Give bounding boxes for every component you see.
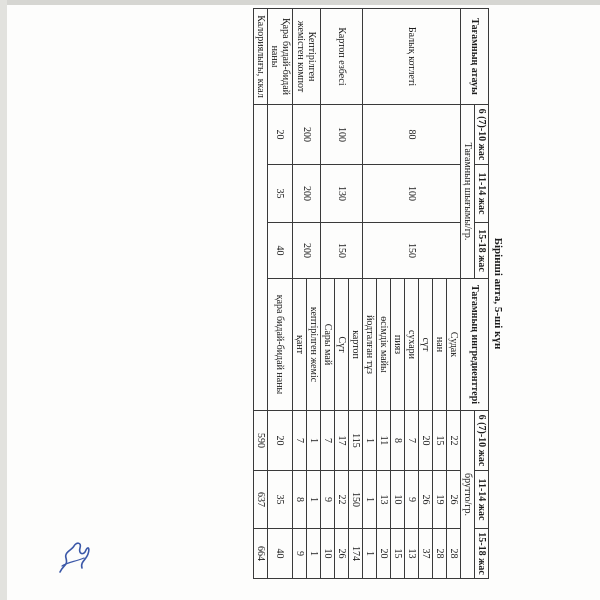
gross-value: 20 bbox=[268, 411, 293, 471]
dish-name: Қара бидай-бидай наны bbox=[268, 9, 293, 105]
dish-name-header: Тағамның атауы bbox=[461, 9, 489, 105]
calories-spacer bbox=[254, 105, 268, 411]
gross-value: 8 bbox=[293, 471, 307, 529]
gross-value: 20 bbox=[377, 529, 391, 579]
gross-value: 8 bbox=[391, 411, 405, 471]
ingredient-name: йодталған тұз bbox=[363, 279, 377, 411]
gross-value: 1 bbox=[307, 529, 321, 579]
gross-value: 115 bbox=[349, 411, 363, 471]
age-header-5: 11-14 жас bbox=[475, 471, 489, 529]
gross-value: 7 bbox=[405, 411, 419, 471]
ingredient-name: Сары май bbox=[321, 279, 335, 411]
ingredient-name: өсімдік майы bbox=[377, 279, 391, 411]
portion-value: 40 bbox=[268, 223, 293, 279]
calories-value: 664 bbox=[254, 529, 268, 579]
ingredient-name: кептірілген жеміс bbox=[307, 279, 321, 411]
ingredients-header: Тағамның ингредиенттері bbox=[461, 279, 489, 411]
portion-value: 80 bbox=[363, 105, 461, 165]
ingredient-name: сүт bbox=[419, 279, 433, 411]
portion-value: 200 bbox=[293, 223, 321, 279]
gross-header: брутто/гр. bbox=[461, 411, 475, 579]
age-header-1: 6 (7)-10 жас bbox=[475, 105, 489, 165]
dish-name: Балық котлеті bbox=[363, 9, 461, 105]
gross-value: 10 bbox=[391, 471, 405, 529]
portion-value: 20 bbox=[268, 105, 293, 165]
gross-value: 9 bbox=[405, 471, 419, 529]
gross-value: 7 bbox=[321, 411, 335, 471]
portion-value: 35 bbox=[268, 165, 293, 223]
age-header-4: 6 (7)-10 жас bbox=[475, 411, 489, 471]
table-row bbox=[307, 9, 321, 579]
gross-value: 9 bbox=[321, 471, 335, 529]
gross-value: 26 bbox=[419, 471, 433, 529]
ingredient-name: пияз bbox=[391, 279, 405, 411]
ingredient-name: Судак bbox=[447, 279, 461, 411]
table-row bbox=[447, 9, 461, 579]
dish-name: Кептірілген жемістен компот bbox=[293, 9, 321, 105]
dish-name: Картоп езбесі bbox=[321, 9, 363, 105]
portion-value: 200 bbox=[293, 105, 321, 165]
portion-value: 130 bbox=[321, 165, 363, 223]
age-header-3: 15-18 жас bbox=[475, 223, 489, 279]
ingredient-name: қара бидай-бидай наны bbox=[268, 279, 293, 411]
gross-value: 13 bbox=[377, 471, 391, 529]
gross-value: 28 bbox=[447, 529, 461, 579]
ingredient-name: сухари bbox=[405, 279, 419, 411]
portion-value: 200 bbox=[293, 165, 321, 223]
gross-value: 15 bbox=[391, 529, 405, 579]
portion-value: 100 bbox=[363, 165, 461, 223]
gross-value: 10 bbox=[321, 529, 335, 579]
gross-value: 37 bbox=[419, 529, 433, 579]
gross-value: 1 bbox=[307, 471, 321, 529]
portion-value: 150 bbox=[321, 223, 363, 279]
gross-value: 19 bbox=[433, 471, 447, 529]
gross-value: 40 bbox=[268, 529, 293, 579]
gross-value: 7 bbox=[293, 411, 307, 471]
calories-label: Калориялығы, ккал bbox=[254, 9, 268, 105]
calories-value: 590 bbox=[254, 411, 268, 471]
gross-value: 35 bbox=[268, 471, 293, 529]
portion-value: 150 bbox=[363, 223, 461, 279]
gross-value: 17 bbox=[335, 411, 349, 471]
menu-table bbox=[253, 8, 505, 579]
portion-header: Тағамның шығымы/гр. bbox=[461, 105, 475, 279]
gross-value: 11 bbox=[377, 411, 391, 471]
gross-value: 20 bbox=[419, 411, 433, 471]
gross-value: 15 bbox=[433, 411, 447, 471]
ingredient-name: картоп bbox=[349, 279, 363, 411]
ingredient-name: Сүт bbox=[335, 279, 349, 411]
ingredient-name: нан bbox=[433, 279, 447, 411]
gross-value: 26 bbox=[335, 529, 349, 579]
table-row bbox=[268, 9, 293, 579]
calories-row bbox=[254, 9, 268, 579]
age-header-2: 11-14 жас bbox=[475, 165, 489, 223]
gross-value: 1 bbox=[363, 471, 377, 529]
gross-value: 174 bbox=[349, 529, 363, 579]
portion-value: 100 bbox=[321, 105, 363, 165]
gross-value: 13 bbox=[405, 529, 419, 579]
title-row bbox=[489, 9, 506, 579]
gross-value: 150 bbox=[349, 471, 363, 529]
signature-mark bbox=[54, 536, 94, 578]
gross-value: 1 bbox=[363, 529, 377, 579]
age-header-6: 15-18 жас bbox=[475, 529, 489, 579]
gross-value: 1 bbox=[363, 411, 377, 471]
table-row bbox=[349, 9, 363, 579]
gross-value: 28 bbox=[433, 529, 447, 579]
gross-value: 9 bbox=[293, 529, 307, 579]
gross-value: 22 bbox=[335, 471, 349, 529]
header-row-1 bbox=[475, 9, 489, 579]
menu-title: Бірінші апта, 5-ші күн bbox=[492, 237, 505, 350]
gross-value: 26 bbox=[447, 471, 461, 529]
gross-value: 1 bbox=[307, 411, 321, 471]
calories-value: 637 bbox=[254, 471, 268, 529]
ingredient-name: қант bbox=[293, 279, 307, 411]
gross-value: 22 bbox=[447, 411, 461, 471]
